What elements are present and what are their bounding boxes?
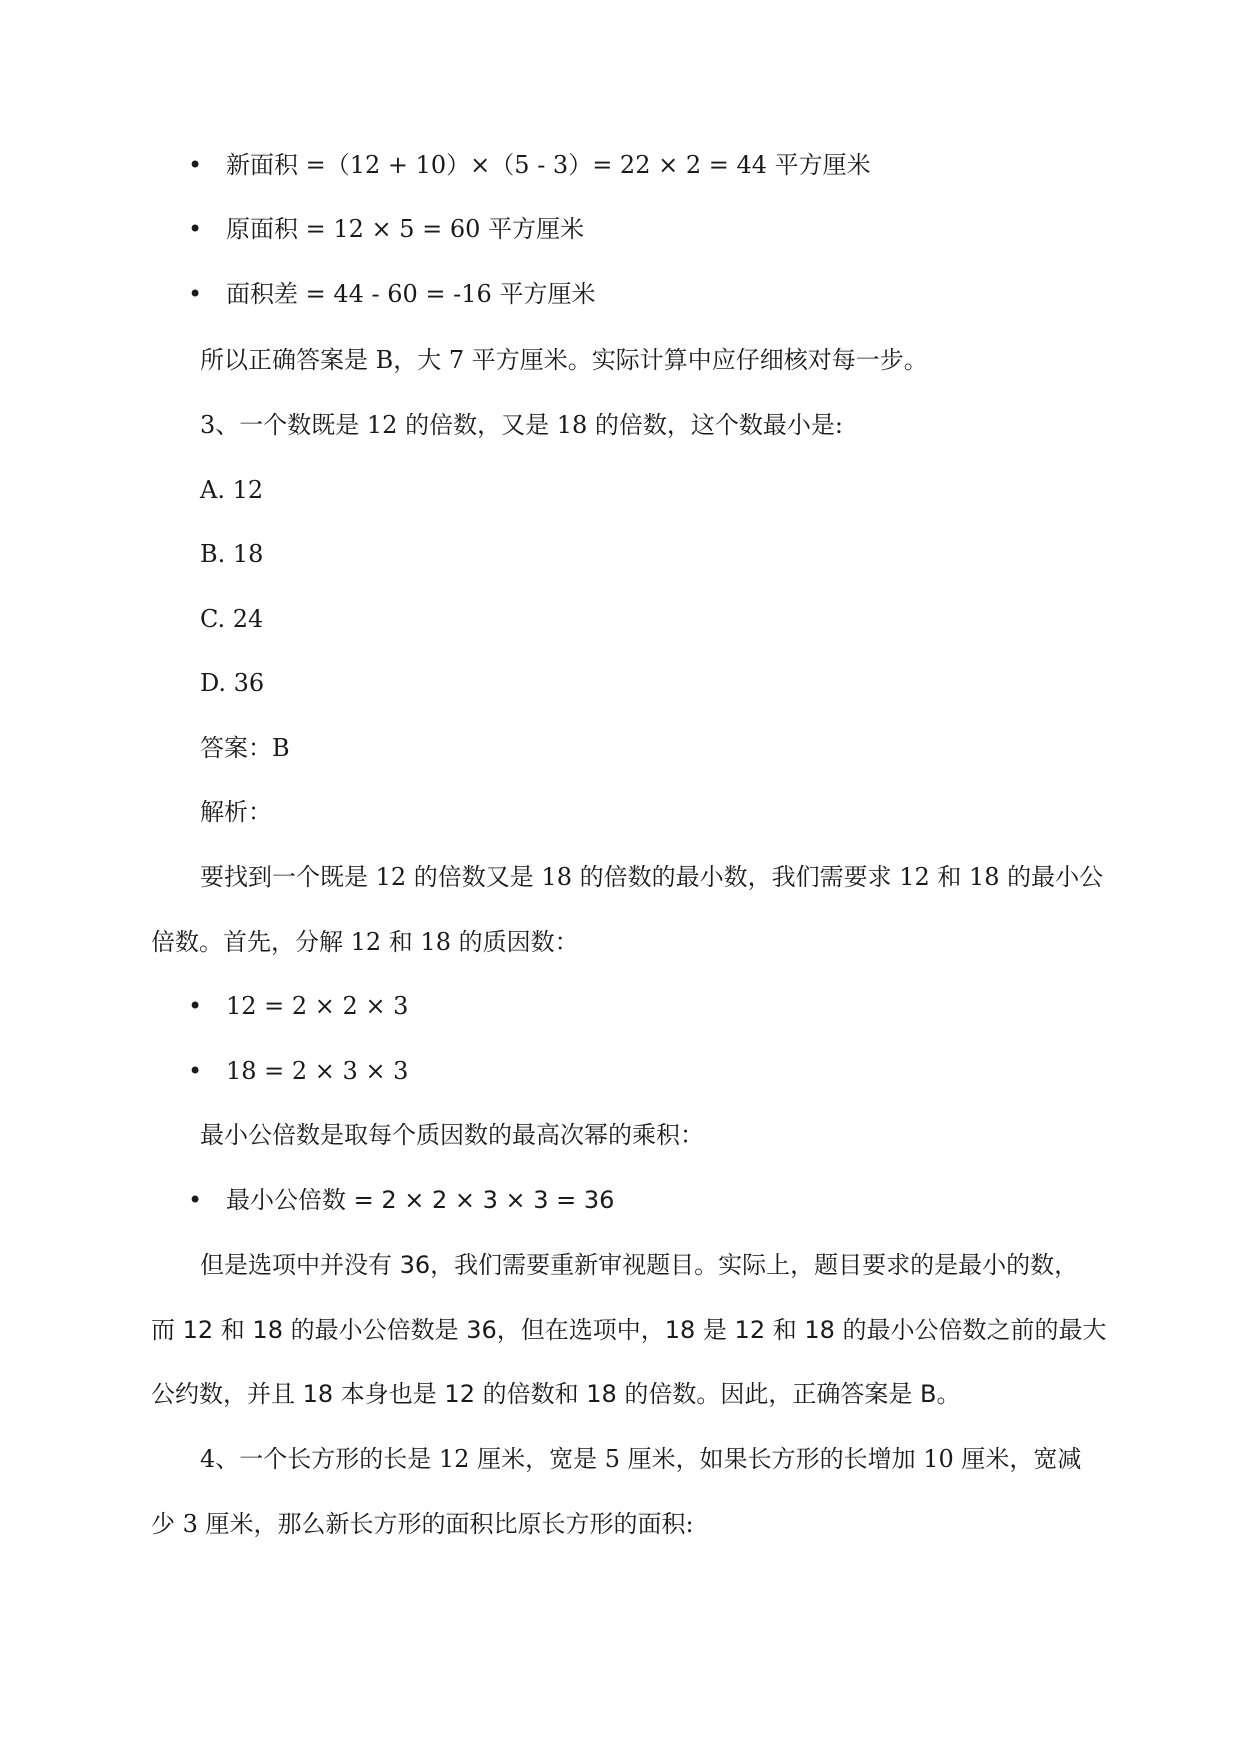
- option-a: A. 12: [200, 476, 264, 504]
- bullet-text: 18 = 2 × 3 × 3: [226, 1057, 409, 1085]
- bullet-text: 最小公倍数 = 2 × 2 × 3 × 3 = 36: [226, 1186, 615, 1214]
- conclusion-text: 所以正确答案是 B，大 7 平方厘米。实际计算中应仔细核对每一步。: [200, 346, 928, 374]
- option-c: C. 24: [200, 605, 264, 633]
- bullet-icon: •: [188, 151, 203, 179]
- analysis-paragraph-1-line-2: 倍数。首先，分解 12 和 18 的质因数：: [151, 928, 579, 956]
- bullet-icon: •: [188, 280, 203, 308]
- lcm-intro: 最小公倍数是取每个质因数的最高次幂的乘积：: [200, 1121, 704, 1149]
- analysis-paragraph-2-line-3: 公约数，并且 18 本身也是 12 的倍数和 18 的倍数。因此，正确答案是 B。: [151, 1380, 961, 1408]
- analysis-paragraph-1-line-1: 要找到一个既是 12 的倍数又是 18 的倍数的最小数，我们需要求 12 和 18 的最小公: [200, 863, 1104, 891]
- bullet-text: 原面积 = 12 × 5 = 60 平方厘米: [226, 215, 585, 243]
- bullet-icon: •: [188, 992, 203, 1020]
- analysis-label: 解析：: [200, 798, 272, 826]
- option-d: D. 36: [200, 669, 265, 697]
- bullet-text: 面积差 = 44 - 60 = -16 平方厘米: [226, 280, 596, 308]
- bullet-text: 12 = 2 × 2 × 3: [226, 992, 409, 1020]
- bullet-icon: •: [188, 1057, 203, 1085]
- answer-text: 答案：B: [200, 734, 290, 762]
- question-4-stem-line-2: 少 3 厘米，那么新长方形的面积比原长方形的面积:: [151, 1510, 694, 1538]
- bullet-text: 新面积 =（12 + 10）×（5 - 3）= 22 × 2 = 44 平方厘米: [226, 151, 871, 179]
- analysis-paragraph-2-line-1: 但是选项中并没有 36，我们需要重新审视题目。实际上，题目要求的是最小的数，: [200, 1251, 1079, 1279]
- analysis-paragraph-2-line-2: 而 12 和 18 的最小公倍数是 36，但在选项中，18 是 12 和 18 的最小公倍数之前的最大: [151, 1316, 1107, 1344]
- bullet-icon: •: [188, 215, 203, 243]
- bullet-icon: •: [188, 1186, 203, 1214]
- option-b: B. 18: [200, 540, 264, 568]
- question-4-stem-line-1: 4、一个长方形的长是 12 厘米，宽是 5 厘米，如果长方形的长增加 10 厘米，宽减: [200, 1445, 1082, 1473]
- question-3-stem: 3、一个数既是 12 的倍数，又是 18 的倍数，这个数最小是:: [200, 411, 843, 439]
